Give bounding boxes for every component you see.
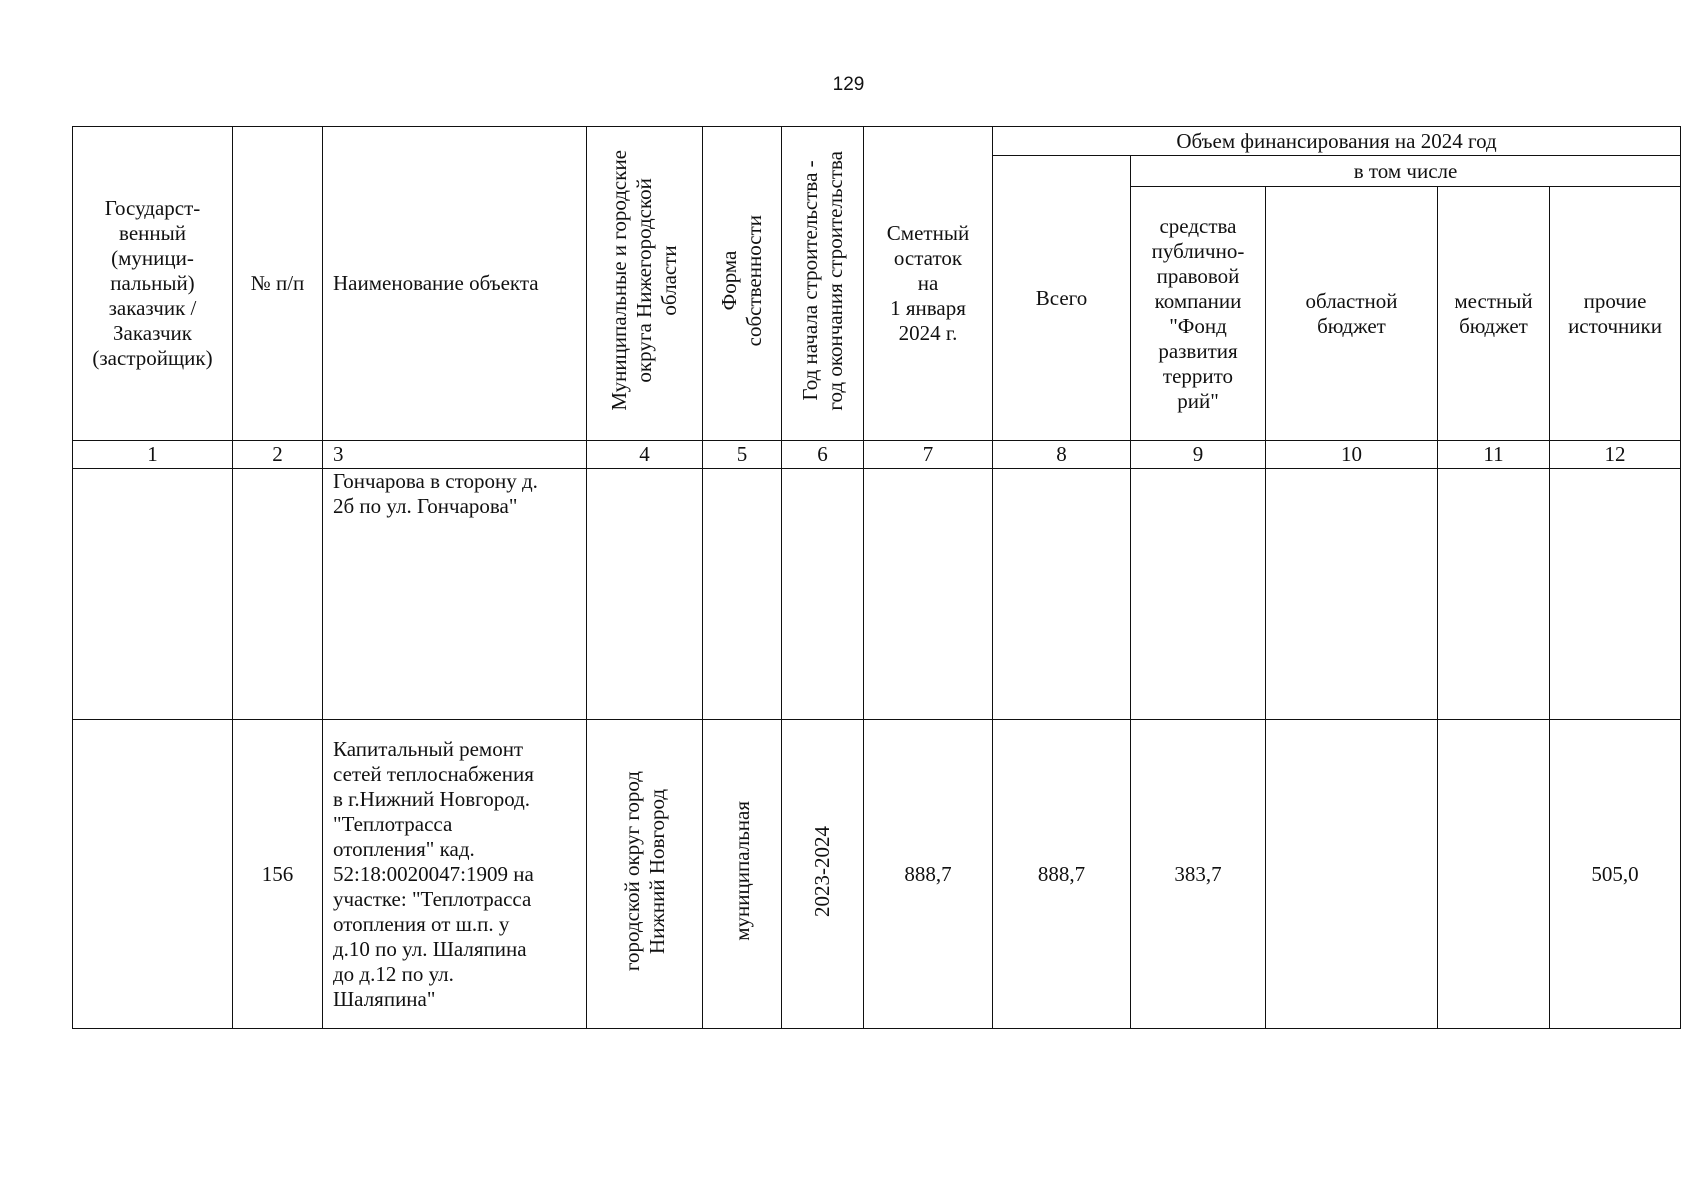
construction-funding-table — [72, 126, 1681, 1029]
cell-fund — [1131, 469, 1266, 720]
header-ownership — [703, 127, 782, 441]
column-number: 5 — [703, 441, 782, 469]
cell-municipality — [587, 720, 703, 1029]
column-number: 11 — [1438, 441, 1550, 469]
header-estimate-remainder-text: Сметный остаток на 1 января 2024 г. — [886, 221, 970, 345]
header-total: Всего — [993, 156, 1131, 441]
cell-number: 156 — [233, 720, 323, 1029]
column-number: 8 — [993, 441, 1131, 469]
header-object-name: Наименование объекта — [323, 127, 587, 441]
header-fund-text: средства публично- правовой компании "Фонд развития террито рий" — [1151, 213, 1245, 413]
cell-object-name — [323, 469, 587, 720]
cell-local-budget — [1438, 720, 1550, 1029]
cell-fund: 383,7 — [1131, 720, 1266, 1029]
cell-object-name — [323, 720, 587, 1029]
header-row-1 — [73, 127, 1681, 156]
header-fund — [1131, 187, 1266, 441]
column-number-row — [73, 441, 1681, 469]
cell-customer — [73, 469, 233, 720]
cell-local-budget — [1438, 469, 1550, 720]
column-number: 9 — [1131, 441, 1266, 469]
header-other-sources-text: прочие источники — [1568, 288, 1662, 338]
column-number: 1 — [73, 441, 233, 469]
column-number: 7 — [864, 441, 993, 469]
column-number: 6 — [782, 441, 864, 469]
cell-years-text: 2023-2024 — [810, 825, 834, 917]
column-number: 12 — [1550, 441, 1681, 469]
cell-municipality — [587, 469, 703, 720]
header-years — [782, 127, 864, 441]
cell-years — [782, 469, 864, 720]
header-including: в том числе — [1131, 156, 1681, 187]
table-row — [73, 469, 1681, 720]
cell-total — [993, 469, 1131, 720]
cell-ownership — [703, 469, 782, 720]
column-number: 10 — [1266, 441, 1438, 469]
cell-ownership-text: муниципальная — [729, 801, 754, 941]
cell-other-sources: 505,0 — [1550, 720, 1681, 1029]
header-municipality — [587, 127, 703, 441]
cell-ownership — [703, 720, 782, 1029]
header-other-sources — [1550, 187, 1681, 441]
header-years-text: Год начала строительства - год окончания строительства — [797, 150, 847, 411]
header-local-budget — [1438, 187, 1550, 441]
header-regional-budget — [1266, 187, 1438, 441]
table-row — [73, 720, 1681, 1029]
column-number: 4 — [587, 441, 703, 469]
cell-estimate-remainder: 888,7 — [864, 720, 993, 1029]
header-number: № п/п — [233, 127, 323, 441]
cell-municipality-text: городской округ город Нижний Новгород — [619, 770, 669, 972]
cell-years — [782, 720, 864, 1029]
cell-object-name-text: Капитальный ремонт сетей теплоснабжения в г.Нижний Новгород. "Теплотрасса отопления" кад. 52:18:0020047:1909 на участке: "Теплотрасса отопления от ш.п. у д.10 по ул. Шаляпина до д.12 по ул. Шаляпина" — [333, 736, 534, 1011]
header-funding-volume: Объем финансирования на 2024 год — [993, 127, 1681, 156]
header-customer-text: Государст- венный (муници- пальный) заказчик / Заказчик (застройщик) — [92, 196, 213, 370]
header-ownership-text: Форма собственности — [717, 214, 766, 347]
header-municipality-text: Муниципальные и городские округа Нижегородской области — [607, 150, 681, 411]
column-number: 2 — [233, 441, 323, 469]
page-number: 129 — [832, 74, 865, 95]
cell-object-name-text: Гончарова в сторону д. 2б по ул. Гончарова" — [333, 469, 538, 518]
cell-regional-budget — [1266, 720, 1438, 1029]
cell-total: 888,7 — [993, 720, 1131, 1029]
header-estimate-remainder — [864, 127, 993, 441]
cell-regional-budget — [1266, 469, 1438, 720]
cell-estimate-remainder — [864, 469, 993, 720]
column-number: 3 — [323, 441, 587, 469]
header-local-budget-text: местный бюджет — [1454, 288, 1533, 338]
cell-other-sources — [1550, 469, 1681, 720]
header-regional-budget-text: областной бюджет — [1305, 288, 1398, 338]
header-customer — [73, 127, 233, 441]
cell-number — [233, 469, 323, 720]
cell-customer — [73, 720, 233, 1029]
